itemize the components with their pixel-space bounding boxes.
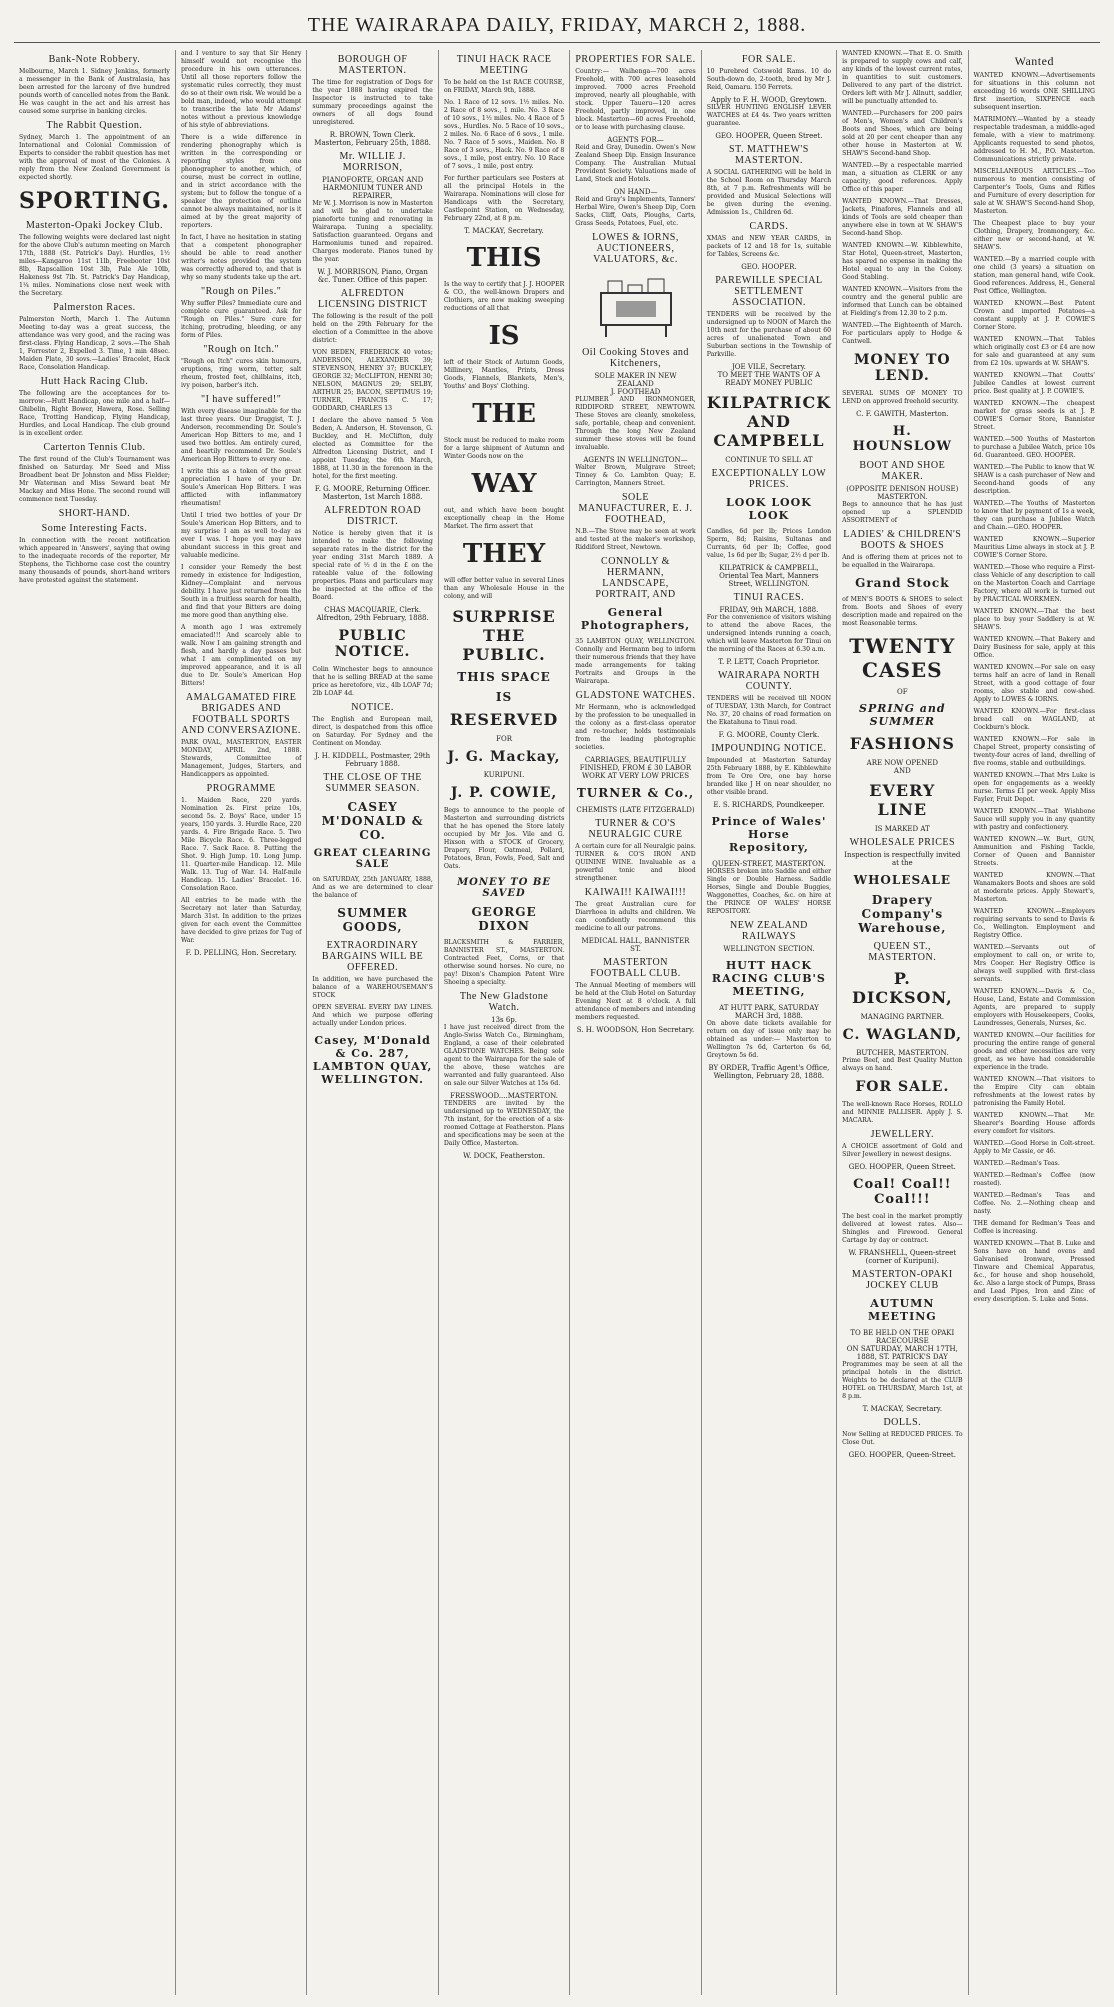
ad-text: Mr Hermann, who is acknowledged by the profession to be unequalled in the colony as a first-class operator and re-toucher, holds testimonials from the leading photographic societies.: [575, 704, 696, 751]
drapery: Drapery Company's Warehouse,: [858, 893, 947, 935]
signature: T. MACKAY, Secretary.: [862, 1405, 943, 1413]
race-list: No. 1 Race of 12 sovs. 1½ miles. No. 2 Race of 8 sovs., 1 mile. No. 3 Race of 10 sovs., 1½ miles. No. 4 Race of 5 sovs., Hurdles. No. 5 Race of 10 sovs., 2 miles. No. 6 Race of 6 sovs., 1 mile. No. 7 Race of 5 sovs., Maiden. No. 8 Race of 3 sovs., Hack. No. 9 Race of 8 sovs., 1 mile, post entry. No. 10 Race of 7 sovs., 1 mile, post entry.: [443, 99, 565, 170]
signature: W. FRANSHELL, Queen-street (corner of Kuripuni).: [848, 1249, 957, 1265]
column-6: [702, 50, 837, 1995]
kuripuni: KURIPUNI.: [483, 771, 525, 779]
heading: The New Gladstone Watch.: [459, 991, 549, 1013]
ad-text: WANTED KNOWN.—That B. Luke and Sons have on hand ovens and Galvanised Ironware, Pressed Tinware and Chemical Apparatus, &c., for house and shop household, &c. Also a large stock of Pumps, Brass and Lead Pipes, Iron and Zinc of every description. S. Luke and Sons.: [973, 1240, 1095, 1303]
columns: [14, 50, 1100, 1995]
heading: Some Interesting Facts.: [41, 523, 148, 534]
heading: DOLLS.: [883, 1417, 922, 1428]
ad-text: WANTED.—Purchasers for 200 pairs of Men's, Women's and Children's Boots and Shoes, which are being sold at 20 per cent cheaper than any other house in Masterton at W. SHAW'S Second-hand Shop.: [842, 110, 963, 157]
ad-text: Colin Winchester begs to announce that he is selling BREAD at the same price as heretofore, viz., 4lb LOAF 7d; 2lb LOAF 4d.: [312, 666, 433, 697]
ad-text: SEVERAL SUMS OF MONEY TO LEND on approved freehold security.: [842, 390, 963, 405]
signature: W. J. MORRISON, Piano, Organ &c. Tuner. Office of this paper.: [317, 268, 428, 284]
ad-text: WANTED.—Those who require a First-class Vehicle of any description to call on the Masterton Coach and Carriage Factory, where all work is turned out by PRACTICAL WORKMEN.: [973, 564, 1095, 603]
ad-text: left of their Stock of Autumn Goods, Millinery, Mantles, Prints, Dress Goods, Flannels, Blankets, Men's, Youths' and Boys' Clothing.: [443, 359, 565, 390]
heading: JEWELLERY.: [870, 1129, 935, 1140]
subheading: IS MARKED AT: [874, 825, 930, 833]
signature: W. DOCK, Featherston.: [463, 1152, 545, 1160]
subheading: WELLINGTON SECTION.: [723, 945, 815, 953]
heading: Masterton-Opaki Jockey Club.: [25, 220, 163, 231]
heading: BOOT AND SHOE MAKER.: [859, 460, 946, 482]
ad-text: WANTED KNOWN.—That E. O. Smith is prepared to supply cows and calf, any kinds of the lowest current rates, in quantities to suit customers. Delivered to any part of the district. Orders left with Mr J. Allnutt, saddler, will be punctually attended to.: [842, 50, 963, 105]
reserved-line: IS: [495, 690, 513, 704]
ad-text: WANTED.—Redman's Coffee (now roasted).: [973, 1172, 1095, 1187]
signature: BY ORDER, Traffic Agent's Office, Wellington, February 28, 1888.: [708, 1064, 830, 1080]
heading: Bank-Note Robbery.: [48, 54, 141, 65]
reserved-line: THIS SPACE: [457, 670, 551, 684]
big-word: THE: [472, 399, 536, 429]
signature: JOE VILE, Secretary.: [731, 363, 806, 371]
subheading: BUTCHER, MASTERTON.: [856, 1049, 949, 1057]
subheading: AT HUTT PARK, SATURDAY MARCH 3rd, 1888.: [719, 1004, 819, 1020]
ad-text: For the convenience of visitors wishing to attend the above Races, the undersigned intends running a coach, which will leave Masterton for Tinui on the morning of the Races at 6.30 a.m.: [706, 614, 832, 653]
ad-text: PARK OVAL, MASTERTON, EASTER MONDAY, APRIL 2nd, 1888. Stewards, Committee of Management, Judges, Starters, and Handicappers as appointed.: [180, 739, 302, 778]
signature: Casey, M'Donald & Co. 287, LAMBTON QUAY, WELLINGTON.: [312, 1034, 433, 1086]
signature: R. BROWN, Town Clerk. Masterton, February 25th, 1888.: [314, 131, 431, 147]
sporting-heading: SPORTING.: [19, 188, 170, 214]
hounslow-heading: H. HOUNSLOW: [852, 424, 952, 454]
wanted-heading: Wanted: [1014, 54, 1054, 68]
ad-text: WANTED KNOWN.—That Dresses, Jackets, Pinafores, Flannels and all kinds of Tools are sold cheaper than anywhere else in town at W. SHAW'S Second-hand Shop.: [842, 198, 963, 237]
mackay: J. G. Mackay,: [447, 749, 561, 765]
public-notice-heading: PUBLIC NOTICE.: [334, 628, 411, 660]
column-4: [439, 50, 570, 1995]
ad-text: WANTED KNOWN.—The cheapest market for grass seeds is at J. P. COWIE'S Corner Store, Bannister Street.: [973, 400, 1095, 431]
hutt-heading: HUTT HACK RACING CLUB'S MEETING,: [711, 959, 826, 998]
ad-text: A month ago I was extremely emaciated!!! And scarcely able to walk. Now I am gaining strength and flesh, and hardly a day passes but what I am complimented on my improved appearance, and it is all due to Dr. Soule's American Hop Bitters!: [180, 624, 302, 687]
heading: PROPERTIES FOR SALE.: [575, 54, 696, 65]
heading: TURNER & CO'S NEURALGIC CURE: [588, 818, 683, 840]
article-text: The following are the acceptances for to-morrow:—Hutt Handicap, one mile and a half—Ghibelin, Right Bower, Hawera, Rose. Selling Race, Trotting Handicap, Flying Handicap, Hurdles, and Local Handicap. The club ground is in excellent order.: [19, 390, 170, 437]
twenty-cases: TWENTY CASES: [849, 634, 956, 682]
ad-text: 35 LAMBTON QUAY, WELLINGTON. Connolly and Hermann beg to inform their numerous friends that they have made arrangements for taking Portraits and Groups in the Wairarapa.: [575, 638, 696, 685]
signature: F. G. MOORE, County Clerk.: [718, 731, 820, 739]
ad-text: TENDERS will be received by the undersigned up to NOON of March the 10th next for the purchase of about 60 acres of unalienated Town and Suburban sections in the Township of Parkville.: [706, 311, 832, 358]
clearing-sale: GREAT CLEARING SALE: [313, 848, 432, 870]
ad-text: WANTED.—Redman's Teas and Coffee. No. 2.—Nothing cheap and nasty.: [973, 1192, 1095, 1215]
ad-text: To be held on the 1st RACE COURSE, on FRIDAY, March 9th, 1888.: [443, 79, 565, 94]
heading: CARDS.: [749, 221, 789, 232]
ad-text: WANTED.—The Youths of Masterton to know that by payment of 1s a week, they can purchase a Jubilee Watch and Chain.—GEO. HOOPER.: [973, 500, 1095, 531]
signature: T. MACKAY, Secretary.: [464, 227, 544, 235]
subheading: (OPPOSITE DENISON HOUSE) MASTERTON.: [846, 485, 959, 501]
ad-text: Why suffer Piles? Immediate cure and complete cure guaranteed. Ask for "Rough on Piles." Sure cure for itching, protruding, bleeding, or any form of Piles.: [180, 300, 302, 339]
masthead-rule: [14, 42, 1100, 43]
programme-text: 1. Maiden Race, 220 yards. Nomination 2s. First prize 10s, second 5s. 2. Boys' Race, under 15 years, 150 yards. 3. Hurdle Race, 220 yards. 4. Fire Brigade Race. 5. Two Mile Bicycle Race. 6. Three-legged Race. 7. Sack Race. 8. Putting the Shot. 9. High Jump. 10. Long Jump. 11. Quarter-mile Handicap. 12. Mile Walk. 13. Tug of War. 14. Half-mile Handicap. 15. Ladies' Bracelet. 16. Consolation Race.: [180, 797, 302, 892]
ad-text: N.B.—The Stove may be seen at work and tested at the maker's workshop, Riddiford Street, Newtown.: [575, 528, 696, 551]
prince-heading: Prince of Wales' Horse Repository,: [711, 815, 827, 854]
heading: MASTERTON FOOTBALL CLUB.: [590, 957, 681, 979]
ad-text: WANTED.—The Eighteenth of March. For particulars apply to Hodge & Cantwell.: [842, 322, 963, 345]
heading: "Rough on Piles.": [201, 286, 282, 297]
look-line: LOOK LOOK LOOK: [726, 496, 812, 522]
price: 13s 6p.: [491, 1016, 517, 1024]
heading: EXTRAORDINARY BARGAINS WILL BE OFFERED.: [321, 940, 424, 973]
heading: SOLE MANUFACTURER, E. J. FOOTHEAD,: [578, 492, 693, 525]
ad-text: SILVER HUNTING ENGLISH LEVER WATCHES at £4 4s. Two years written guarantee.: [706, 104, 832, 127]
heading: FOR SALE.: [741, 54, 796, 65]
spring-summer: SPRING and SUMMER: [859, 702, 946, 728]
signature: CHAS MACQUARIE, Clerk. Alfredton, 29th February, 1888.: [316, 606, 429, 622]
heading: BOROUGH OF MASTERTON.: [337, 54, 408, 76]
surprise: SURPRISE THE PUBLIC.: [452, 607, 556, 664]
column-5: [570, 50, 701, 1995]
subheading: MEDICAL HALL, BANNISTER ST.: [581, 937, 690, 953]
heading: ALFREDTON ROAD DISTRICT.: [324, 505, 422, 527]
wagland: C. WAGLAND,: [842, 1027, 962, 1043]
column-7: [837, 50, 968, 1995]
ad-text: Notice is hereby given that it is intended to make the following separate rates in the district for the year ending 31st March 1889. A special rate of ½ d in the £ on the rateable value of the following properties. Plans and particulars may be inspected at the office of the Board.: [312, 530, 433, 601]
ad-text: With every disease imaginable for the last three years. Our Druggist, T. J. Anderson, recommending Dr. Soule's American Hop Bitters to me, and I used two bottles. Am entirely cured, and heartily recommend Dr. Soule's American Hop Bitters to every one.: [180, 408, 302, 463]
ad-text: "Rough on Itch" cures skin humours, eruptions, ring worm, tetter, salt rheum, frosted feet, chilblains, itch, ivy poison, barber's itch.: [180, 358, 302, 389]
ad-text: MISCELLANEOUS ARTICLES.—Too numerous to mention consisting of Carpenter's Tools, Guns and Rifles and Furniture of every description for sale at W. SHAW'S Second-hand Shop, Masterton.: [973, 168, 1095, 215]
ad-text: Is the way to certify that J. J. HOOPER & CO., the well-known Drapers and Clothiers, are now making sweeping reductions of all that: [443, 281, 565, 312]
ad-text: WANTED.—The Public to know that W. SHAW is a cash purchaser of New and Second-hand goods of any description.: [973, 464, 1096, 495]
heading: ST. MATTHEW'S MASTERTON.: [729, 144, 809, 166]
article-text: Melbourne, March 1. Sidney Jenkins, formerly a messenger in the Bank of Australasia, has been arrested for the larceny of five hundred pounds worth of cancelled notes from the Bank. He was caught in the act and his arrest has caused some surprise in banking circles.: [19, 68, 170, 115]
masthead: THE WAIRARAPA DAILY, FRIDAY, MARCH 2, 1888.: [307, 14, 807, 36]
signature: S. H. WOODSON, Hon Secretary.: [576, 1026, 695, 1034]
ad-text: The best coal in the market promptly delivered at lowest rates. Also—Shingles and Firewood. General Cartage by day or contract.: [842, 1213, 963, 1244]
ad-text: WANTED.—500 Youths of Masterton to purchase a Jubilee Watch, price 10s 6d. Guaranteed. GEO. HOOPER.: [973, 436, 1095, 459]
ad-text: The Cheapest place to buy your Clothing, Drapery, Ironmongery, &c. either new or second-hand, at W. SHAW'S.: [973, 220, 1095, 251]
ad-text: For further particulars see Posters at all the principal Hotels in the Wairarapa. Nominations will close for Handicaps with the Secretary, Castlepoint Station, on Wednesday, February 22nd, at 8 p.m.: [443, 175, 565, 222]
heading: Oil Cooking Stoves and Kitcheners,: [582, 347, 689, 369]
ad-text: WANTED KNOWN.—Davis & Co., House, Land, Estate and Commission Agents, are prepared to supply employers with Housekeepers, Cooks, Laundresses, Generals, Nurses, &c.: [973, 988, 1095, 1027]
stove-illustration: [586, 271, 686, 341]
subheading: ON HAND—: [613, 188, 658, 196]
ad-text: WANTED.—By a married couple with one child (3 years) a situation on station, man general hand, wife Cook. Good references. Address, H., General Post Office, Wellington.: [973, 256, 1095, 295]
subheading: TO BE HELD ON THE OPAKI RACECOURSE: [850, 1329, 955, 1345]
ad-text: WANTED KNOWN.—Employers requiring servants to send to Davis & Co., Wellington. Employment and Registry Office.: [973, 908, 1095, 939]
ad-text: WANTED KNOWN.—That Wishbone Sauce will supply you in any quantity with pastry and confectionery.: [973, 808, 1095, 831]
ad-text: Begs to announce that he has just opened up a SPLENDID ASSORTMENT of: [842, 501, 963, 524]
ad-text: BLACKSMITH & FARRIER, BANNISTER ST., MASTERTON. Contracted Feet, Corns, or that otherwise sound horses. No cure, no pay! Dixon's Champion Patent Wire Shoeing a specialty.: [443, 939, 565, 986]
ad-text: I consider your Remedy the best remedy in existence for Indigestion, Kidney—Complaint and nervous debility. I have just returned from the South in a fruitless search for health, and find that your Bitters are doing me more good than anything else.: [180, 564, 302, 619]
every-line: EVERY LINE: [869, 781, 936, 819]
heading: "I have suffered!": [201, 394, 282, 405]
heading: LOWES & IORNS, AUCTIONEERS, VALUATORS, &c.: [592, 232, 679, 265]
heading: "Rough on Itch.": [203, 344, 280, 355]
signature: E. S. RICHARDS, Poundkeeper.: [713, 801, 825, 809]
heading: NEW ZEALAND RAILWAYS: [730, 920, 808, 942]
ad-text: WANTED KNOWN.—That Wanamakers Boots and shoes are sold at moderate prices. Apply Stewart's, Masterton.: [973, 872, 1095, 903]
heading: EXCEPTIONALLY LOW PRICES.: [711, 468, 827, 490]
column-2: [176, 50, 307, 1995]
ad-text: WANTED KNOWN.—Visitors from the country and the general public are informed that Lunch can be obtained at Fielding's from 12.30 to 2 p.m.: [842, 286, 963, 317]
ad-text: The great Australian cure for Diarrhoea in adults and children. We can confidently recommend this medicine to all our patrons.: [575, 901, 696, 932]
ad-text: Until I tried two bottles of your Dr Soule's American Hop Bitters, and to my surprise I am as well to-day as ever I was. I hope you may have abundant success in this great and valuable medicine.: [180, 512, 302, 559]
heading: AMALGAMATED FIRE BRIGADES AND FOOTBALL SPORTS AND CONVERSAZIONE.: [181, 692, 301, 736]
autumn: AUTUMN MEETING: [867, 1297, 937, 1323]
heading: TINUI HACK RACE MEETING: [456, 54, 552, 76]
ad-text: 10 Purebred Cotswold Rams. 10 do South-down do, 2-tooth, bred by Mr J. Reid, Oamaru. 150 Ferrets.: [706, 68, 832, 91]
turner-heading: TURNER & Co.,: [576, 786, 695, 800]
big-word: WAY: [471, 469, 537, 499]
ad-text: Prime Beef, and Best Quality Mutton always on hand.: [842, 1057, 963, 1072]
ad-text: I declare the above named 5 Von Beden, A. Anderson, H. Stevenson, G. Buckley, and H. McClifton, duly elected as Committee for the Alfredton Licensing District, and I appoint Tuesday, the 6th March, 1888, at 11.30 in the forenoon in the hotel, for the first meeting.: [312, 417, 433, 480]
ad-text: Walter Brown, Mulgrave Street; Tinney & Co. Lambton Quay; E. Carrington, Manners Street.: [575, 464, 696, 487]
heading: The Rabbit Question.: [46, 120, 143, 131]
heading: KAIWAI!! KAIWAI!!!: [584, 887, 687, 898]
ad-text: A CHOICE assortment of Gold and Silver Jewellery in newest designs.: [842, 1143, 963, 1158]
ad-text: WANTED.—By a respectable married man, a situation as CLERK or any capacity; good references. Apply Office of this paper.: [842, 162, 963, 193]
signature: GEO. HOOPER.: [741, 263, 797, 271]
ad-text: Reid and Gray, Dunedin. Owen's New Zealand Sheep Dip. Ensign Insurance Company. The Australian Mutual Provident Society. Valuations made of Land, Stock and Hotels.: [575, 144, 696, 183]
heading: LADIES' & CHILDREN'S BOOTS & SHOES: [843, 529, 962, 551]
ad-text: The well-known Race Horses, ROLLO and MINNIE PALLISER. Apply J. S. MACARA.: [842, 1101, 963, 1124]
ad-text: Now Selling at REDUCED PRICES. To Close Out.: [842, 1431, 963, 1446]
heading: PAREWILLE SPECIAL SETTLEMENT ASSOCIATION.: [715, 275, 823, 308]
ad-text: WANTED KNOWN.—For first-class bread call on WAGLAND, at Cockburn's block.: [973, 708, 1095, 731]
ad-text: WANTED KNOWN.—That the best place to buy your Saddlery is at W. SHAW'S.: [973, 608, 1095, 631]
grand-stock: Grand Stock: [855, 576, 950, 590]
ad-text: WANTED.—Servants out of employment to call on, or write to, Mrs Cooper. Her Registry Office is always well supplied with first-class servants.: [973, 944, 1095, 983]
article-text: The first round of the Club's Tournament was finished on Saturday. Mr Seed and Miss Broadbent beat Dr Johnston and Miss Fielder; Mr Waterman and Miss Seward beat Mr Mackay and Miss Hone. The second round will commence next Tuesday.: [19, 456, 170, 503]
ad-text: All entries to be made with the Secretary not later than Saturday, March 31st. In addition to the prizes given for each event the Committee have decided to give prizes for Tug of War.: [180, 897, 302, 944]
ad-text: WANTED KNOWN.—That visitors to the Empire City can obtain refreshments at the lowest rates by patronising the Family Hotel.: [973, 1076, 1095, 1107]
cowie-heading: J. P. COWIE,: [450, 785, 558, 801]
signature: GEO. HOOPER, Queen Street.: [848, 1163, 956, 1171]
ad-text: Programmes may be seen at all the principal hotels in the district. Weights to be declared at the CLUB HOTEL on THURSDAY, March 1st, at 8 p.m.: [842, 1361, 963, 1400]
heading: Carterton Tennis Club.: [43, 442, 146, 453]
subheading: QUEEN-STREET, MASTERTON.: [712, 860, 826, 868]
subheading: CONTINUE TO SELL AT: [725, 456, 813, 464]
ad-text: The Annual Meeting of members will be held at the Club Hotel on Saturday Evening Next at 8 o'clock. A full attendance of members and intending members requested.: [575, 982, 696, 1021]
heading: WAIRARAPA NORTH COUNTY.: [717, 670, 820, 692]
ad-text: WANTED KNOWN.—Best Patent Crown and imported Potatoes—a constant supply at J. P. COWIE'S Corner Store.: [973, 300, 1095, 331]
heading: Palmerston Races.: [53, 302, 136, 313]
ad-text: WANTED KNOWN.—That Tables which originally cost £3 or £4 are now for sale and guaranteed at any sum from £2 10s. upwards at W. SHAW'S.: [973, 336, 1095, 367]
ad-text: on SATURDAY, 25th JANUARY, 1888, And as we are determined to clear the balance of: [312, 876, 433, 899]
heading: Hutt Hack Racing Club.: [40, 376, 149, 387]
poll-results: VON BEDEN, FREDERICK 40 votes; ANDERSON, ALEXANDER 39; STEVENSON, HENRY 37; BUCKLEY, GEORGE 32; McCLIFTON, HENRI 30; NELSON, MAGNUS 29; SELBY, ARTHUR 25; BACON, SEPTIMUS 19; TURNER, FRANCIS C. 17; GODDARD, CHARLES 13: [312, 349, 433, 412]
signature: GEO. HOOPER, Queen-Street.: [848, 1451, 956, 1459]
ad-text: I write this as a token of the great appreciation I have of your Dr. Soule's American Hop Bitters. I was afflicted with inflammatory rheumatism!: [180, 468, 302, 507]
ad-text: PLUMBER AND IRONMONGER, RIDDIFORD STREET, NEWTOWN. These Stoves are cleanly, smokeless, safe, portable, cheap and convenient. Through the long New Zealand summer these stoves will be found invaluable.: [575, 396, 696, 451]
heading: PROGRAMME: [206, 783, 276, 794]
article-text: and I venture to say that Sir Henry himself would not recognise the procedure in his own utterances. Until all those reporters follow the systematic rules correctly, they must do so at their own risk. We would be a bold man, indeed, who would attempt to transcribe the late Mr Adams' notes without a previous knowledge of his style of abbreviations.: [180, 50, 302, 129]
subheading: Inspection is respectfully invited at the: [844, 851, 961, 867]
article-text: In connection with the recent notification which appeared in 'Answers', saying that owing to the inadequate records of the reporter, Mr Stephens, the Tichborne case cost the country many thousands of pounds, short-hand writers have protested against the statement.: [19, 537, 170, 584]
heading: TINUI RACES.: [733, 592, 805, 603]
heading: ALFREDTON LICENSING DISTRICT: [317, 288, 428, 310]
ad-text: The time for registration of Dogs for the year 1888 having expired the Inspector is instructed to take summary proceedings against the owners of all dogs found unregistered.: [312, 79, 433, 126]
signature: C. F. GAWITH, Masterton.: [856, 410, 949, 418]
ad-text: Country:— Waihenga—700 acres Freehold, with 700 acres leasehold improved. 7000 acres Freehold improved, nearly all ploughable, with stock. Upper Taueru—120 acres Freehold, partly improved, in one block. Masterton—60 acres Freehold, or to lease with purchasing clause.: [575, 68, 696, 131]
signature: J. H. KIDDELL, Postmaster, 29th February 1888.: [315, 752, 431, 768]
subheading: J. FOOTHEAD: [610, 388, 661, 396]
big-word: THIS: [466, 243, 542, 273]
ad-text: In addition, we have purchased the balance of a WAREHOUSEMAN'S STOCK: [312, 976, 433, 999]
casey-heading: CASEY M'DONALD & CO.: [321, 800, 424, 842]
article-text: The following weights were declared last night for the above Club's autumn meeting on March 17th, 1888 (St. Patrick's Day). Hurdles, 1½ miles—Kangaroo 11st 11lb, Freebooter 10st 8lb, Rapscallion 10st 3lb, Pale Ale 10lb, Hakeness 9st 7lb. St. Patrick's Day Handicap, 1¼ miles. Nominations close next week with the Secretary.: [19, 234, 170, 297]
ad-text: HORSES broken into Saddle and either Single or Double Harness. Saddle Horses, Single and Double Buggies, Waggonettes, Coaches, &c. on hire at the PRINCE OF WALES' HORSE REPOSITORY.: [706, 868, 832, 915]
save-heading: MONEY TO BE SAVED: [457, 877, 551, 899]
big-word: THEY: [462, 539, 546, 569]
ad-text: OPEN SEVERAL EVERY DAY LINES. And which we purpose offering actually under London prices.: [312, 1004, 433, 1027]
article-text: Sydney, March 1. The appointment of an International and Colonial Commission of Experts to consider the rabbit question has met with the approval of most of the Colonies. A reply from the New Zealand Government is expected shortly.: [19, 134, 170, 181]
dixon-heading: GEORGE DIXON: [471, 905, 537, 933]
article-text: There is a wide difference in rendering phonography which is written in the corresponding or reporting styles from one phonographer to another, which, of course, must be correct in outline, and in strict accordance with the system; but to follow the tongue of a speaker the protection of outline cannot be always maintained, nor is it aimed at by the great majority of reporters.: [180, 134, 302, 229]
ad-text: Reid and Gray's Implements, Tanners' Herbal Wire, Owen's Sheep Dip, Corn Sacks, Cliff, Oats, Ploughs, Carts, Grass Seeds, Potatoes, Fuel, etc.: [575, 196, 696, 227]
ad-text: WANTED KNOWN.—That Coutts' Jubilee Candles at lowest current price. Best quality at J. P. COWIE'S.: [973, 372, 1095, 395]
subheading: ON SATURDAY, MARCH 17TH, 1888, ST. PATRICK'S DAY: [846, 1345, 958, 1361]
ad-text: MATRIMONY.—Wanted by a steady respectable tradesman, a middle-aged female, with a view to matrimony. Applicants requested to send photos, addressed to H. M., P.O. Masterton. Communications strictly private.: [973, 116, 1095, 163]
article-text: In fact, I have no hesitation in stating that a competent phonographer should be able to read another writer's notes provided the system was correctly adhered to, and that is why so many students take up the art.: [180, 234, 302, 281]
signature: T. P. LETT, Coach Proprietor.: [718, 658, 820, 666]
ad-text: THE demand for Redman's Teas and Coffee is increasing.: [973, 1220, 1095, 1235]
fashions: FASHIONS: [849, 734, 955, 753]
ad-text: A SOCIAL GATHERING will be held in the School Room on Thursday March 8th, at 7 p.m. Refreshments will be provided and Musical Selections will be given during the evening. Admission 1s., Children 6d.: [706, 169, 832, 216]
subheading: CHEMISTS (LATE FITZGERALD): [576, 806, 695, 814]
article-text: Palmerston North, March 1. The Autumn Meeting to-day was a great success, the attendance was very good, and the racing was first-class. Flying Handicap, 2 sovs.—The Shah 1, Forrester 2, Expelled 3. Time, 1 min 48sec. Maiden Plate, 30 sovs.—Ladies' Bracelet, Hack Race, Consolation Handicap.: [19, 316, 170, 371]
ad-text: A certain cure for all Neuralgic pains. TURNER & CO'S IRON AND QUININE WINE. Invaluable as a powerful tonic and blood strengthener.: [575, 843, 696, 882]
reserved-line: FOR: [496, 735, 512, 743]
signature: GEO. HOOPER, Queen Street.: [715, 132, 823, 140]
subheading: ARE NOW OPENED: [866, 759, 938, 767]
heading: CONNOLLY & HERMANN, LANDSCAPE, PORTRAIT, AND: [595, 556, 676, 600]
ad-text: will offer better value in several Lines than any Wholesale House in the colony, and will: [443, 577, 565, 600]
ad-text: The English and European mail, direct, is despatched from this office on Saturday. For Sydney and the Continent on Monday.: [312, 716, 433, 747]
subheading: AGENTS FOR—: [607, 136, 664, 144]
for-sale: FOR SALE.: [855, 1079, 950, 1095]
ad-text: On above date tickets available for return on day of issue only may be obtained as under:— Masterton to Wellington 7s 6d, Carterton 6s 6d, Greytown 5s 6d.: [706, 1020, 832, 1059]
signature: Apply to F. H. WOOD, Greytown.: [711, 96, 827, 104]
column-1: [14, 50, 176, 1995]
summer-goods: SUMMER GOODS,: [337, 906, 409, 934]
heading: Mr. WILLIE J. MORRISON,: [339, 151, 406, 173]
ad-text: out, and which have been bought exceptionally cheap in the Home Market. The firm assert that: [443, 507, 565, 530]
ad-text: WANTED KNOWN.—That Bakery and Dairy Business for sale, apply at this Office.: [973, 636, 1095, 659]
subheading: SOLE MAKER IN NEW ZEALAND: [594, 372, 677, 388]
heading: THE CLOSE OF THE SUMMER SEASON.: [323, 772, 422, 794]
ad-text: Impounded at Masterton Saturday 25th February 1888, by E. Kibblewhite from Te Ore Ore, one bay horse branded like J H on near shoulder, no other visible brand.: [706, 757, 832, 796]
ad-text: Begs to announce to the people of Masterton and surrounding districts that he has opened the Store lately occupied by Mr Jos. Vile and G. Hixson with a STOCK of Grocery, Drapery, Flour, Oatmeal, Pollard, Potatoes, Bran, Fowls, Feed, Salt and Oats.: [443, 807, 565, 870]
subheading: FRIDAY, 9th MARCH, 1888.: [719, 606, 819, 614]
ad-text: WANTED.—Good Horse in Colt-street. Apply to Mr Cassie, or 46.: [973, 1140, 1095, 1155]
reserved-line: RESERVED: [449, 710, 559, 729]
subheading: TO MEET THE WANTS OF A READY MONEY PUBLIC: [717, 371, 821, 387]
ad-text: TENDERS will be received till NOON of TUESDAY, 13th March, for Contract No. 37, 20 chains of road formation on the Ekatahuna to Tinui road.: [706, 695, 832, 726]
ad-text: WANTED KNOWN.—Advertisements for situations in this column not exceeding 16 words ONE SHILLING first insertion, SIXPENCE each subsequent insertion.: [973, 72, 1095, 111]
ad-text: TENDERS are invited by the undersigned up to WEDNESDAY, the 7th instant, for the erection of a six-roomed Cottage at Featherston. Plans and specifications may be seen at the Daily Office, Masterton.: [443, 1100, 565, 1147]
ad-text: WANTED KNOWN.—For sale on easy terms half an acre of land in Renall Street, with a good cottage of four rooms, also stable and cow-shed. Apply to LOWES & IORNS.: [973, 664, 1095, 703]
signature: KILPATRICK & CAMPBELL, Oriental Tea Mart, Manners Street, WELLINGTON.: [719, 564, 819, 588]
signature: F. G. MOORE, Returning Officer. Masterton, 1st March 1888.: [314, 485, 431, 501]
heading: NOTICE.: [351, 702, 394, 713]
ad-text: Stock must be reduced to make room for a large shipment of Autumn and Winter Goods now on the: [443, 437, 565, 460]
heading: IMPOUNDING NOTICE.: [711, 743, 827, 754]
ad-text: XMAS and NEW YEAR CARDS, in packets of 12 and 18 for 1s, suitable for Tables, Screens &c.: [706, 235, 832, 258]
column-8: [969, 50, 1100, 1995]
column-3: [307, 50, 438, 1995]
ad-text: WANTED KNOWN.—That Mr. Shearer's Boarding House affords every comfort for visitors.: [973, 1112, 1095, 1135]
heading: QUEEN ST., MASTERTON.: [868, 941, 937, 963]
heading: WHOLESALE PRICES: [849, 837, 956, 848]
ad-text: WANTED KNOWN.—Our facilities for procuring the entire range of general goods and other necessities are very great, as we have had considerable experience in the trade.: [973, 1032, 1095, 1071]
photographers: General Photographers,: [580, 606, 691, 632]
heading: SHORT-HAND.: [58, 508, 131, 519]
subheading: MANAGING PARTNER.: [860, 1013, 944, 1021]
ad-text: The following is the result of the poll held on the 29th February for the election of a Committee in the above district:: [312, 313, 433, 344]
coal: Coal! Coal!! Coal!!!: [853, 1177, 952, 1207]
ad-text: WANTED KNOWN.—That Mrs Luke is open for engagements as a weekly nurse. Terms £1 per week. Apply Miss Fayler, Fruit Depot.: [973, 772, 1095, 803]
wholesale: WHOLESALE: [853, 873, 952, 887]
ad-text: And is offering them at prices not to be equalled in the Wairarapa.: [842, 554, 963, 569]
ad-text: Candles, 6d per lb; Prices London Sperm, 8d; Raisins, Sultanas and Currants, 6d per lb; Coffee, good value, 1s 6d per lb; Sugar, 2½ d per lb.: [706, 528, 832, 559]
ad-text: WANTED KNOWN.—For sale in Chapel Street, property consisting of twenty-four acres of land, dwelling of five rooms, stable and outbuildings.: [973, 736, 1095, 767]
ad-text: WANTED KNOWN.—W. Burt, GUN, Ammunition and Fishing Tackle, Corner of Queen and Bannister Streets.: [973, 836, 1095, 867]
kilpatrick-heading: KILPATRICK AND CAMPBELL: [706, 393, 832, 450]
subheading: FRESSWOOD....MASTERTON.: [450, 1092, 558, 1100]
dickson: P. DICKSON,: [851, 969, 953, 1007]
ad-text: WANTED.—Redman's Teas.: [973, 1160, 1060, 1167]
subheading: AND: [893, 767, 911, 775]
heading: MASTERTON-OPAKI JOCKEY CLUB: [851, 1269, 953, 1291]
subheading: PIANOFORTE, ORGAN AND HARMONIUM TUNER AND REPAIRER,: [322, 176, 424, 200]
subheading: AGENTS IN WELLINGTON—: [583, 456, 688, 464]
signature: F. D. PELLING, Hon. Secretary.: [185, 949, 297, 957]
ad-text: WANTED KNOWN.—Superior Mauritius Lime always in stock at J. P. COWIE'S Corner Store.: [973, 536, 1095, 559]
money-heading: MONEY TO LEND.: [853, 352, 951, 384]
ad-text: WANTED KNOWN.—W. Kibblewhite, Star Hotel, Queen-street, Masterton, has spared no expense in making the Hotel equal to any in the Colony. Good Stabling.: [842, 242, 963, 281]
ad-text: of MEN'S BOOTS & SHOES to select from. Boots and Shoes of every description made and repaired on the most Reasonable terms.: [842, 596, 963, 627]
ad-text: I have just received direct from the Anglo-Swiss Watch Co., Birmingham, England, a case of their celebrated GLADSTONE WATCHES. Being sole agent to the Wairarapa for the sale of the above, these watches are warranted and fully guaranteed. Also on sale our Silver Watches at 15s 6d.: [443, 1024, 565, 1087]
subheading: CARRIAGES, BEAUTIFULLY FINISHED, FROM £ 30 LABOR WORK AT VERY LOW PRICES: [579, 756, 692, 780]
ad-text: Mr W. J. Morrison is now in Masterton and will be glad to undertake pianoforte tuning and renovating in Wairarapa. Tuning a speciality. Satisfaction guaranteed. Organs and Harmoniums tuned and repaired. Charges moderate. Pianos tuned by the year.: [312, 200, 433, 263]
subheading: OF: [897, 688, 908, 696]
big-word: IS: [488, 321, 520, 351]
heading: GLADSTONE WATCHES.: [575, 690, 696, 701]
